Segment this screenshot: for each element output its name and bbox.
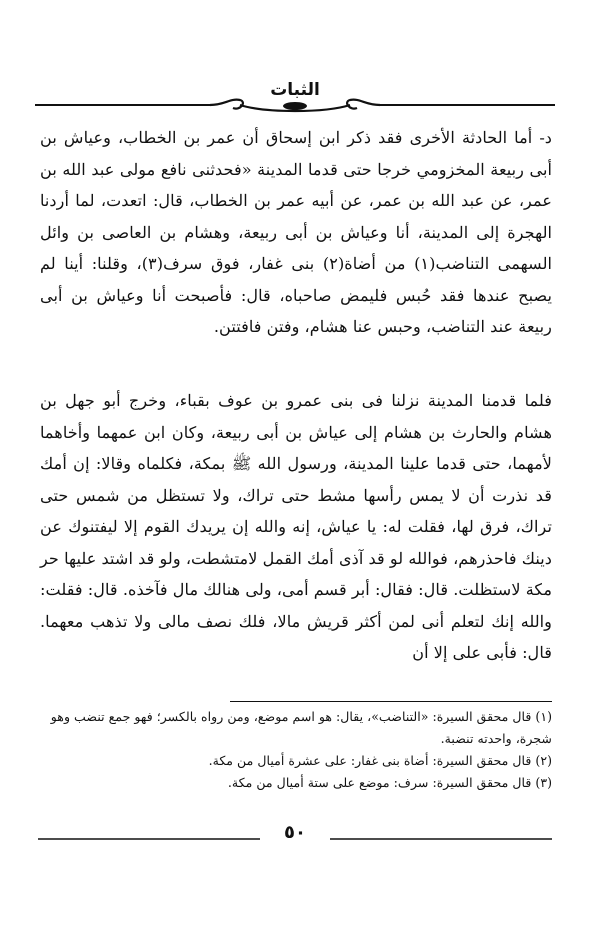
footnote-1: (١) قال محقق السيرة: «التناضب»، يقال: هو اسم موضع، ومن رواه بالكسر؛ فهو جمع تنضب وهو شجرة، واحدته تنضبة. <box>50 709 552 746</box>
header-ornament-rule <box>35 95 555 119</box>
body-paragraph-2 <box>40 385 552 669</box>
paragraph-text: د- أما الحادثة الأخرى فقد ذكر ابن إسحاق أن عمر بن الخطاب، وعياش بن أبى ربيعة المخزومي خرجا حتى قدما المدينة «فحدثنى نافع مولى عبد الله بن عمر، عن عبد الله بن عمر، عن أبيه عمر بن الخطاب، قال: اتعدت، لما أردنا الهجرة إلى المدينة، أنا وعياش بن أبى ربيعة، وهشام بن العاصى بن وائل السهمى التناضب(١) من أضاة(٢) بنى غفار، فوق سرف(٣)، وقلنا: أينا لم يصبح عندها فقد حُبس فليمض صاحباه، قال: فأصبحت أنا وعياش بن أبى ربيعة عند التناضب، وحبس عنا هشام، وفتن فافتتن. <box>40 128 552 336</box>
body-paragraph-1 <box>40 122 552 343</box>
footnotes <box>40 706 552 794</box>
footnote-2: (٢) قال محقق السيرة: أضاة بنى غفار: على عشرة أميال من مكة. <box>208 753 552 768</box>
running-header-title: الثبات <box>270 80 320 100</box>
paragraph-text: فلما قدمنا المدينة نزلنا فى بنى عمرو بن عوف بقباء، وخرج أبو جهل بن هشام والحارث بن هشام إلى عياش بن أبى ربيعة، وكان ابن عمهما وأخاهما لأمهما، حتى قدما علينا المدينة، ورسول الله ﷺ بمكة، فكلماه وقالا: إن أمك قد نذرت أن لا يمس رأسها مشط حتى تراك، ولا تستظل من شمس حتى تراك، فرق لها، فقلت له: يا عياش، إنه والله إن يريدك القوم إلا ليفتنوك عن دينك فاحذرهم، فوالله لو قد آذى أمك القمل لامتشطت، ولو قد اشتد عليها حر مكة لاستظلت. قال: فقال: أبر قسم أمى، ولى هنالك مال فآخذه. قال: فقلت: والله إنك لتعلم أنى لمن أكثر قريش مالا، فلك نصف مالى ولا تذهب معهما. قال: فأبى على إلا أن <box>40 391 552 662</box>
footnote-3: (٣) قال محقق السيرة: سرف: موضع على ستة أميال من مكة. <box>227 775 552 790</box>
page-number: ٥٠ <box>284 822 306 843</box>
footnote-separator <box>230 701 552 702</box>
